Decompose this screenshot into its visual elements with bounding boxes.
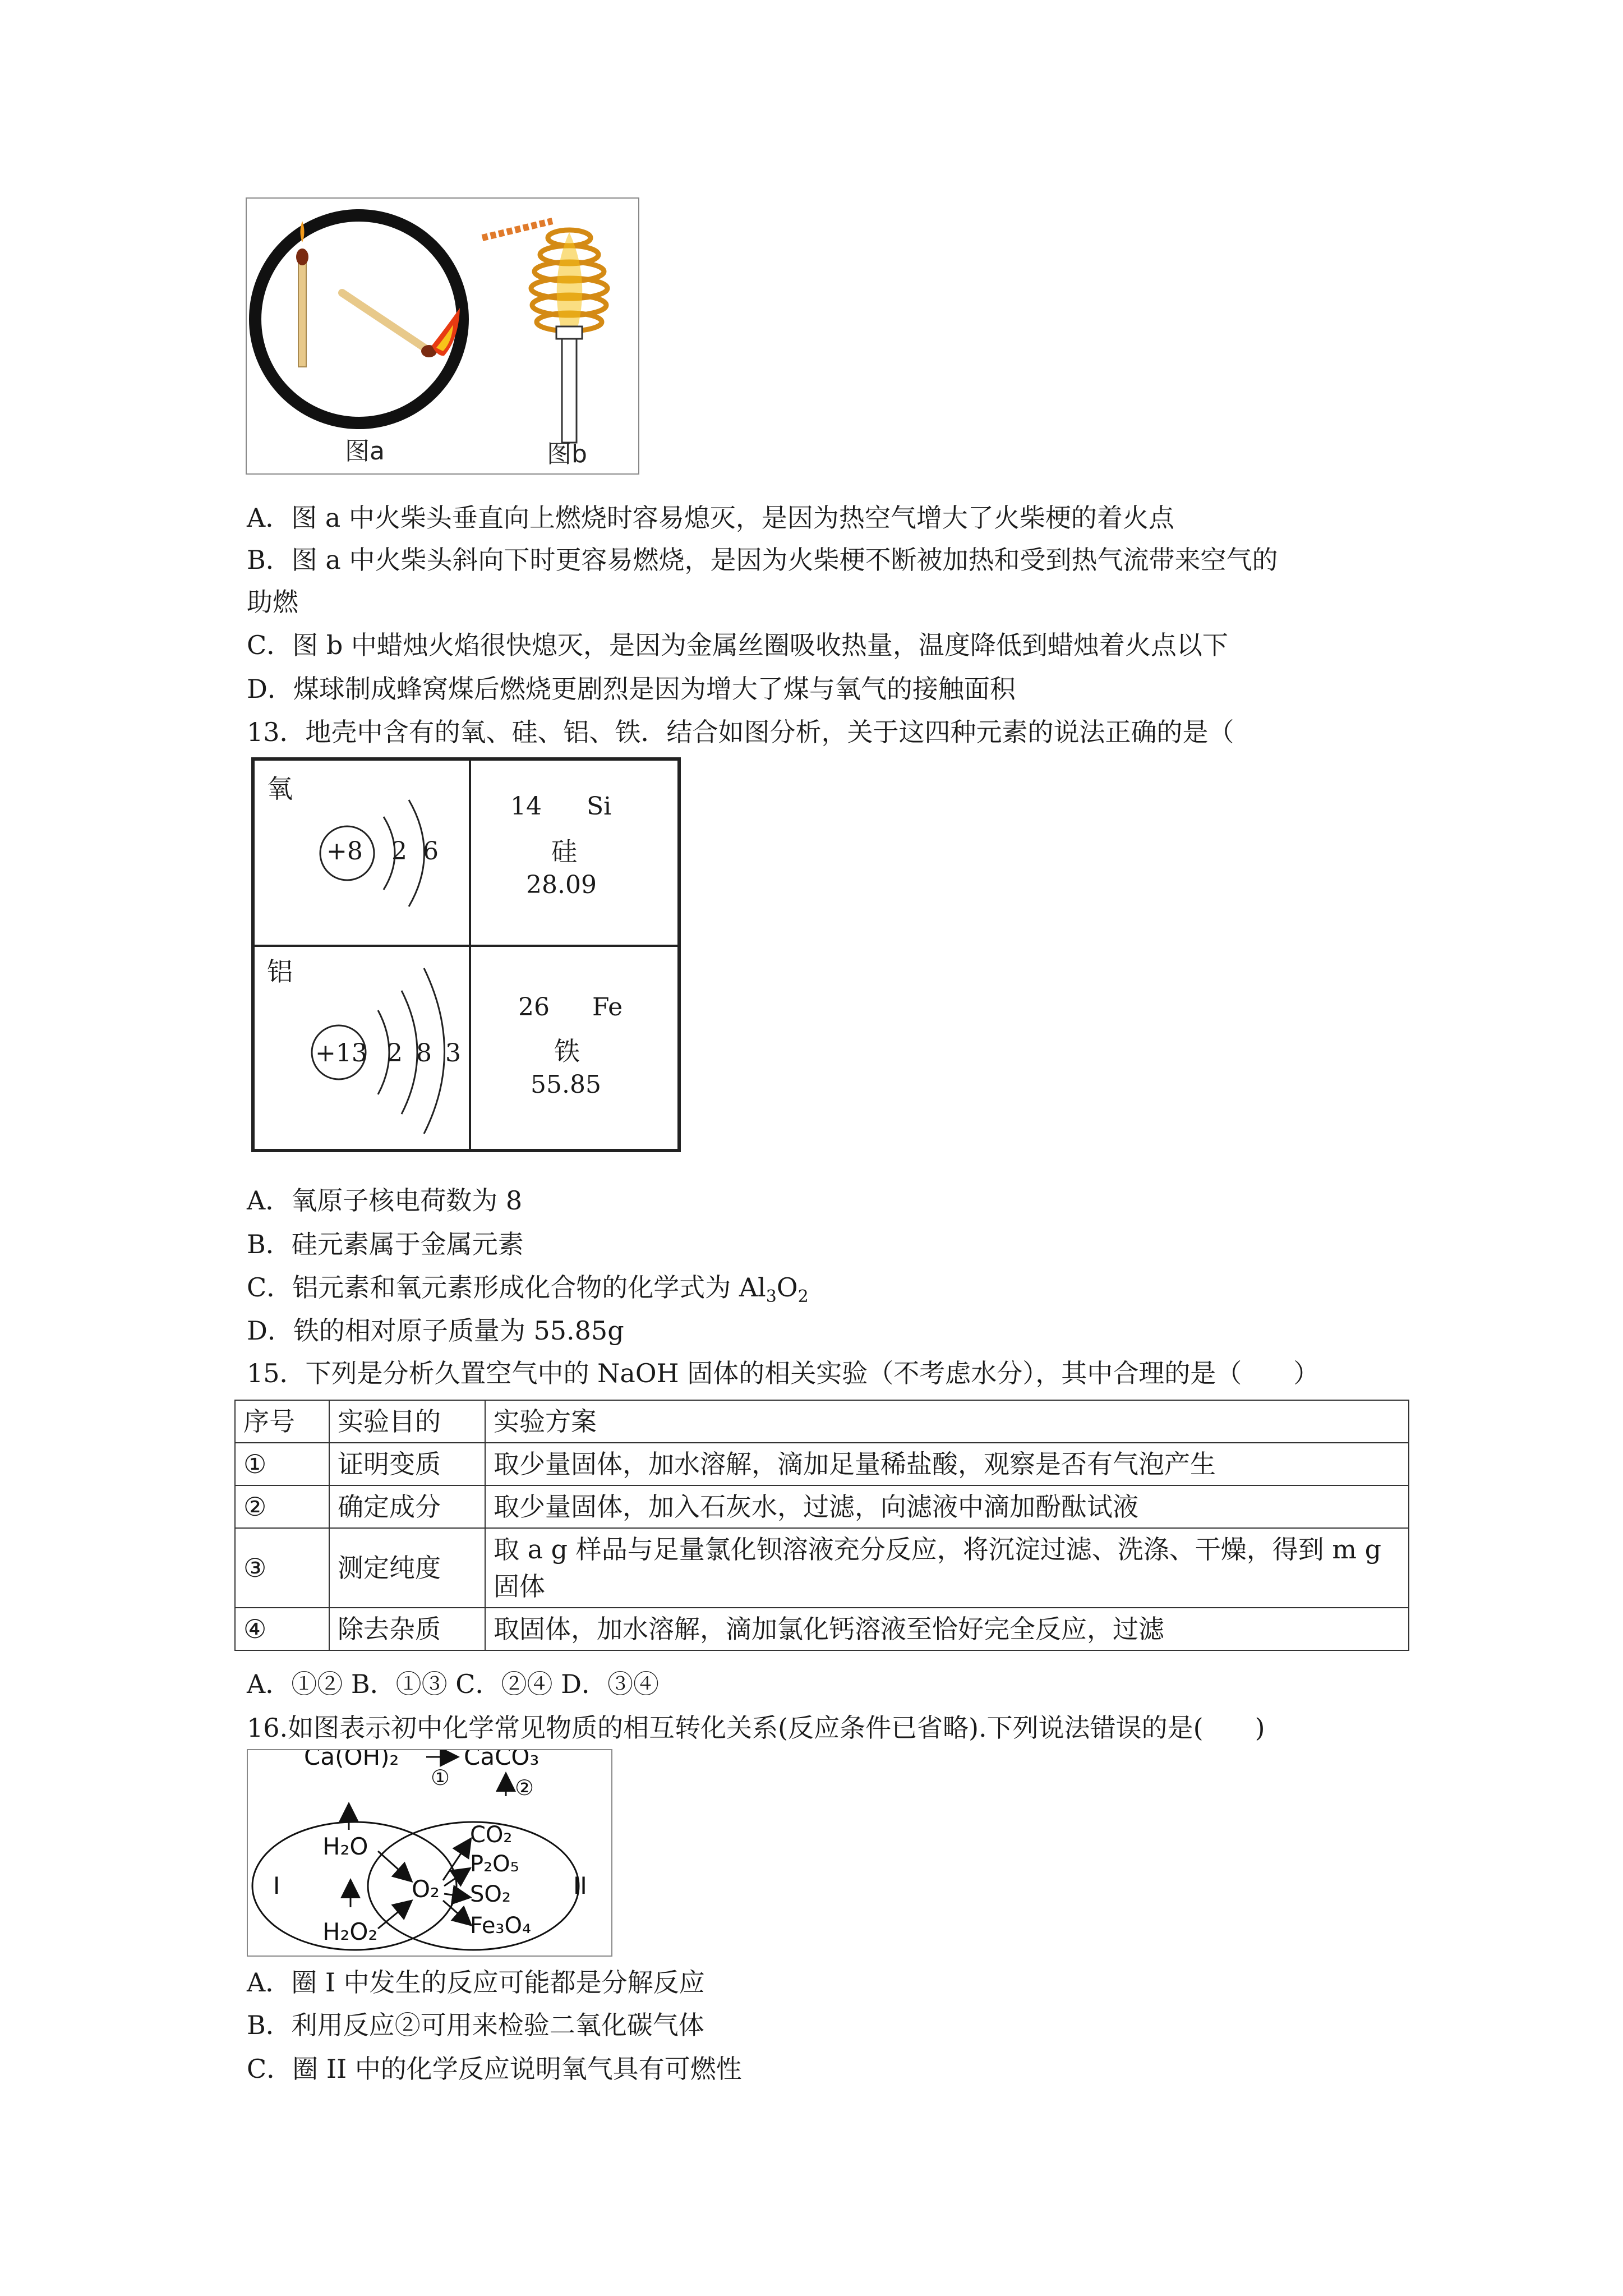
q16-question: 16.如图表示初中化学常见物质的相互转化关系(反应条件已省略).下列说法错误的是( ) <box>247 1713 1265 1743</box>
silicon-cell <box>469 760 679 947</box>
match-candle-illustration <box>247 199 638 473</box>
h2o2-label: H₂O₂ <box>322 1918 378 1945</box>
iron-number: 26 <box>518 993 550 1022</box>
figure-match-candle <box>246 197 639 475</box>
h2o-label: H₂O <box>322 1833 368 1860</box>
reaction-one-label: ① <box>431 1765 450 1790</box>
header-cell: 序号 <box>235 1400 329 1443</box>
slanted-match-stick <box>342 293 426 349</box>
iron-cell <box>469 945 679 1150</box>
fe3o4-label: Fe₃O₄ <box>470 1913 531 1939</box>
q16-option-b: B．利用反应②可用来检验二氧化碳气体 <box>247 2010 704 2040</box>
experiment-table <box>234 1400 1409 1651</box>
p2o5-label: P₂O₅ <box>470 1851 519 1877</box>
table-row <box>235 1485 1409 1528</box>
q16-option-a: A．圈 I 中发生的反应可能都是分解反应 <box>247 1967 705 1998</box>
circle-two-label: II <box>573 1872 587 1899</box>
table-cell: 证明变质 <box>329 1443 485 1485</box>
so2-label: SO₂ <box>470 1881 511 1907</box>
silicon-symbol: Si <box>587 792 612 821</box>
iron-mass: 55.85 <box>531 1070 601 1099</box>
header-cell: 实验目的 <box>329 1400 485 1443</box>
reaction-two-label: ② <box>515 1775 534 1800</box>
aluminum-name: 铝 <box>267 956 293 987</box>
vertical-match-head <box>296 249 308 265</box>
table-row <box>235 1528 1409 1608</box>
vertical-match-stick <box>298 261 306 367</box>
oxygen-cell <box>253 760 471 947</box>
table-header-row <box>235 1400 1409 1443</box>
table-cell: ① <box>235 1443 329 1485</box>
table-row <box>235 1608 1409 1650</box>
table-cell: ③ <box>235 1528 329 1608</box>
table-row <box>235 1443 1409 1485</box>
silicon-number: 14 <box>510 792 542 821</box>
q12-option-c: C．图 b 中蜡烛火焰很快熄灭，是因为金属丝圈吸收热量，温度降低到蜡烛着火点以下 <box>247 630 1228 660</box>
q12-option-b-cont: 助燃 <box>247 587 298 617</box>
table-cell: ② <box>235 1485 329 1528</box>
co2-label: CO₂ <box>470 1822 513 1848</box>
q12-option-b: B．图 a 中火柴头斜向下时更容易燃烧，是因为火柴梗不断被加热和受到热气流带来空气的 <box>247 545 1278 575</box>
caoh2-label: Ca(OH)₂ <box>304 1750 399 1770</box>
oxygen-nucleus: +8 <box>326 837 363 866</box>
wire-handle <box>482 221 552 238</box>
table-cell: 测定纯度 <box>329 1528 485 1608</box>
q12-option-d: D．煤球制成蜂窝煤后燃烧更剧烈是因为增大了煤与氧气的接触面积 <box>247 674 1016 704</box>
element-info-grid <box>251 757 681 1152</box>
oxygen-name: 氧 <box>267 774 293 804</box>
q13-option-c: C．铝元素和氧元素形成化合物的化学式为 $Al_3O_2$ <box>247 1272 809 1306</box>
table-cell: 取固体，加水溶解，滴加氯化钙溶液至恰好完全反应，过滤 <box>485 1608 1409 1650</box>
silicon-mass: 28.09 <box>526 871 597 899</box>
aluminum-shells: 2 8 3 <box>387 1039 461 1068</box>
q15-question: 15．下列是分析久置空气中的 NaOH 固体的相关实验（不考虑水分），其中合理的是（ ） <box>247 1358 1320 1388</box>
transformation-diagram <box>247 1749 612 1957</box>
table-cell: ④ <box>235 1608 329 1650</box>
table-cell: 取少量固体，加入石灰水，过滤，向滤液中滴加酚酞试液 <box>485 1485 1409 1528</box>
iron-symbol: Fe <box>592 993 623 1022</box>
q13-option-d: D．铁的相对原子质量为 55.85g <box>247 1315 624 1346</box>
q16-option-c: C．圈 II 中的化学反应说明氧气具有可燃性 <box>247 2054 742 2084</box>
header-cell: 实验方案 <box>485 1400 1409 1443</box>
transformation-diagram-svg <box>248 1750 611 1955</box>
iron-name: 铁 <box>554 1036 580 1066</box>
candle-body <box>562 339 577 443</box>
aluminum-nucleus: +13 <box>315 1039 367 1068</box>
figure-a-label: 图a <box>345 437 385 466</box>
q13-option-b: B．硅元素属于金属元素 <box>247 1229 524 1259</box>
q13-option-a: A．氧原子核电荷数为 8 <box>247 1185 523 1216</box>
figure-b-label: 图b <box>547 440 587 468</box>
oxygen-shells: 2 6 <box>391 837 439 866</box>
table-cell: 取 a g 样品与足量氯化钡溶液充分反应，将沉淀过滤、洗涤、干燥，得到 m g 固体 <box>485 1528 1409 1608</box>
q15-answers: A．①② B．①③ C．②④ D．③④ <box>247 1669 659 1699</box>
o2-label: O₂ <box>412 1875 440 1903</box>
q13-question: 13．地壳中含有的氧、硅、铝、铁．结合如图分析，关于这四种元素的说法正确的是（ <box>247 717 1234 747</box>
q12-option-a: A．图 a 中火柴头垂直向上燃烧时容易熄灭，是因为热空气增大了火柴梗的着火点 <box>247 503 1174 533</box>
table-cell: 确定成分 <box>329 1485 485 1528</box>
circle-one-label: I <box>273 1872 280 1899</box>
aluminum-cell <box>253 945 471 1150</box>
ring-shape <box>255 215 463 423</box>
silicon-name: 硅 <box>551 836 577 867</box>
table-cell: 除去杂质 <box>329 1608 485 1650</box>
caco3-label: CaCO₃ <box>464 1750 540 1770</box>
table-cell: 取少量固体，加水溶解，滴加足量稀盐酸，观察是否有气泡产生 <box>485 1443 1409 1485</box>
